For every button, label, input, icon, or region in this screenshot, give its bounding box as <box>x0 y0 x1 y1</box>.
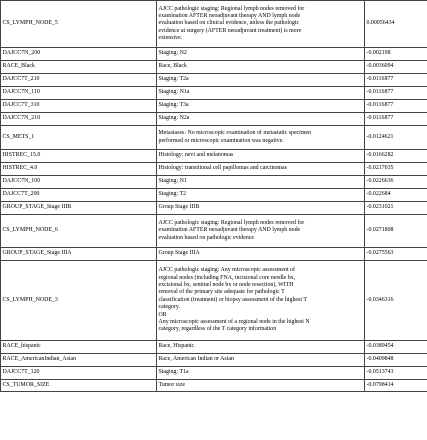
table-row <box>1 74 427 87</box>
feature-description-cell <box>157 48 365 61</box>
feature-description-cell <box>157 87 365 100</box>
feature-value-cell: -0.0513743 <box>365 367 427 380</box>
description-line: Histology: nevi and melanomas <box>158 152 234 159</box>
table-row <box>1 189 427 202</box>
feature-value-cell: -0.0271808 <box>365 215 427 248</box>
table-row <box>1 380 427 392</box>
description-line: evidence at surgery (AFTER neoadjuvant treatment) is more <box>158 27 302 34</box>
description-line: Staging: N2a <box>158 115 190 122</box>
description-line: Histology: transitional cell papillomas and carcinomas <box>158 165 287 172</box>
description-line: Group Stage IIIA <box>158 250 200 257</box>
feature-description-cell <box>157 367 365 380</box>
feature-value-cell: -0.0036094 <box>365 61 427 74</box>
feature-value-cell: -0.0275563 <box>365 248 427 261</box>
feature-name-cell: DAJCC7T_200 <box>1 189 157 202</box>
feature-description-cell <box>157 163 365 176</box>
description-line: examination AFTER neoadjuvant therapy AND lymph node <box>158 227 301 234</box>
feature-description-cell <box>157 61 365 74</box>
description-line: evaluation based on pathologic evidence <box>158 234 255 241</box>
feature-name-cell: DAJCC7T_210 <box>1 74 157 87</box>
feature-name-cell: CS_TUMOR_SIZE <box>1 380 157 392</box>
table-row <box>1 1 427 48</box>
description-line: Tumor size <box>158 381 185 388</box>
feature-description-cell <box>157 189 365 202</box>
feature-description-cell <box>157 74 365 87</box>
feature-name-cell: CS_METS_1 <box>1 126 157 150</box>
feature-description-cell <box>157 202 365 215</box>
description-line: Staging: N2 <box>158 50 187 57</box>
feature-value-cell: -0.002198 <box>365 48 427 61</box>
feature-name-cell: DAJCC7N_200 <box>1 48 157 61</box>
feature-name-cell: CS_LYMPH_NODE_6 <box>1 215 157 248</box>
feature-value-cell: -0.0231021 <box>365 202 427 215</box>
feature-name-cell: CS_LYMPH_NODE_3 <box>1 261 157 341</box>
feature-description-cell <box>157 126 365 150</box>
feature-name-cell: RACE_hispanic <box>1 341 157 354</box>
description-line: Staging: T1a <box>158 369 189 376</box>
table-row <box>1 126 427 150</box>
description-line: evaluation based on clinical evidence, unless the pathologic <box>158 20 300 27</box>
feature-description-cell <box>157 354 365 367</box>
table-row <box>1 354 427 367</box>
feature-value-cell: -0.0389454 <box>365 341 427 354</box>
feature-value-cell: -0.0166282 <box>365 150 427 163</box>
feature-description-cell <box>157 113 365 126</box>
description-line: Staging: T3a <box>158 102 189 109</box>
feature-value-cell: -0.0124621 <box>365 126 427 150</box>
feature-value-cell: -0.0798414 <box>365 380 427 392</box>
description-line: Group Stage IIIB <box>158 204 200 211</box>
description-line: Any microscopic assessment of a regional node in the highest N <box>158 318 310 325</box>
description-line: OR <box>158 311 167 318</box>
feature-description-cell <box>157 341 365 354</box>
description-line: performed or microscopic examination was negative. <box>158 137 284 144</box>
description-line: Staging: T2a <box>158 76 189 83</box>
table-row <box>1 163 427 176</box>
feature-name-cell: RACE_Black <box>1 61 157 74</box>
feature-table-body <box>1 1 427 392</box>
description-line: category. <box>158 304 180 311</box>
table-row <box>1 202 427 215</box>
description-line: Race, American Indian or Asian <box>158 356 234 363</box>
feature-value-cell: -0.0217035 <box>365 163 427 176</box>
description-line: category, regardless of the T category information <box>158 326 277 333</box>
feature-value-cell: -0.0409848 <box>365 354 427 367</box>
feature-value-cell: -0.0346316 <box>365 261 427 341</box>
description-line: Staging: N1 <box>158 178 187 185</box>
feature-name-cell: DAJCC7N_210 <box>1 113 157 126</box>
feature-name-cell: DAJCC7N_100 <box>1 176 157 189</box>
table-row <box>1 100 427 113</box>
table-row <box>1 261 427 341</box>
description-line: AJCC pathologic staging: Any microscopic assessment of <box>158 267 295 274</box>
description-line: AJCC pathologic staging: Regional lymph nodes removed for <box>158 5 305 12</box>
feature-value-cell: -0.0116877 <box>365 74 427 87</box>
description-line: Race, Hispanic <box>158 343 195 350</box>
feature-name-cell: GROUP_STAGE_Stage IIIB <box>1 202 157 215</box>
description-line: examination AFTER neoadjuvant therapy AND lymph node <box>158 12 301 19</box>
feature-name-cell: DAJCC7T_120 <box>1 367 157 380</box>
description-line: classification (treatment) or biopsy assessment of the highest T <box>158 296 307 303</box>
feature-description-cell <box>157 261 365 341</box>
table-row <box>1 150 427 163</box>
table-row <box>1 113 427 126</box>
feature-description-cell <box>157 150 365 163</box>
description-line: Staging: N1a <box>158 89 190 96</box>
description-line: Staging: T2 <box>158 191 187 198</box>
description-line: regional nodes (including FNA, incisional core needle bx, <box>158 274 296 281</box>
feature-name-cell: HISTREC_15.0 <box>1 150 157 163</box>
table-row <box>1 215 427 248</box>
table-row <box>1 48 427 61</box>
feature-description-cell <box>157 248 365 261</box>
description-line: excisional bx, sentinel node bx or node resection), WITH <box>158 282 294 289</box>
feature-value-cell: -0.0226636 <box>365 176 427 189</box>
feature-value-cell: -0.022684 <box>365 189 427 202</box>
feature-description-cell <box>157 380 365 392</box>
feature-name-cell: GROUP_STAGE_Stage IIIA <box>1 248 157 261</box>
table-row <box>1 248 427 261</box>
feature-description-cell <box>157 1 365 48</box>
table-row <box>1 87 427 100</box>
feature-value-cell: -0.0116877 <box>365 100 427 113</box>
feature-name-cell: CS_LYMPH_NODE_5 <box>1 1 157 48</box>
table-row <box>1 176 427 189</box>
table-row <box>1 341 427 354</box>
table-row <box>1 367 427 380</box>
description-line: extensive. <box>158 35 183 42</box>
feature-name-cell: HISTREC_4.0 <box>1 163 157 176</box>
description-line: AJCC pathologic staging: Regional lymph nodes removed for <box>158 219 305 226</box>
feature-value-cell: -0.0116877 <box>365 113 427 126</box>
feature-name-cell: RACE_AmericanIndian_Asian <box>1 354 157 367</box>
feature-value-cell: 0.00056434 <box>365 1 427 48</box>
feature-description-cell <box>157 100 365 113</box>
feature-description-cell <box>157 176 365 189</box>
feature-description-cell <box>157 215 365 248</box>
description-line: Metastases: No microscopic examination of metastatic specimen <box>158 130 311 137</box>
feature-value-cell: -0.0116877 <box>365 87 427 100</box>
description-line: Race, Black <box>158 63 187 70</box>
feature-name-cell: DAJCC7N_110 <box>1 87 157 100</box>
description-line: removal of the primary site adequate for pathologic T <box>158 289 285 296</box>
table-row <box>1 61 427 74</box>
feature-name-cell: DAJCC7T_310 <box>1 100 157 113</box>
